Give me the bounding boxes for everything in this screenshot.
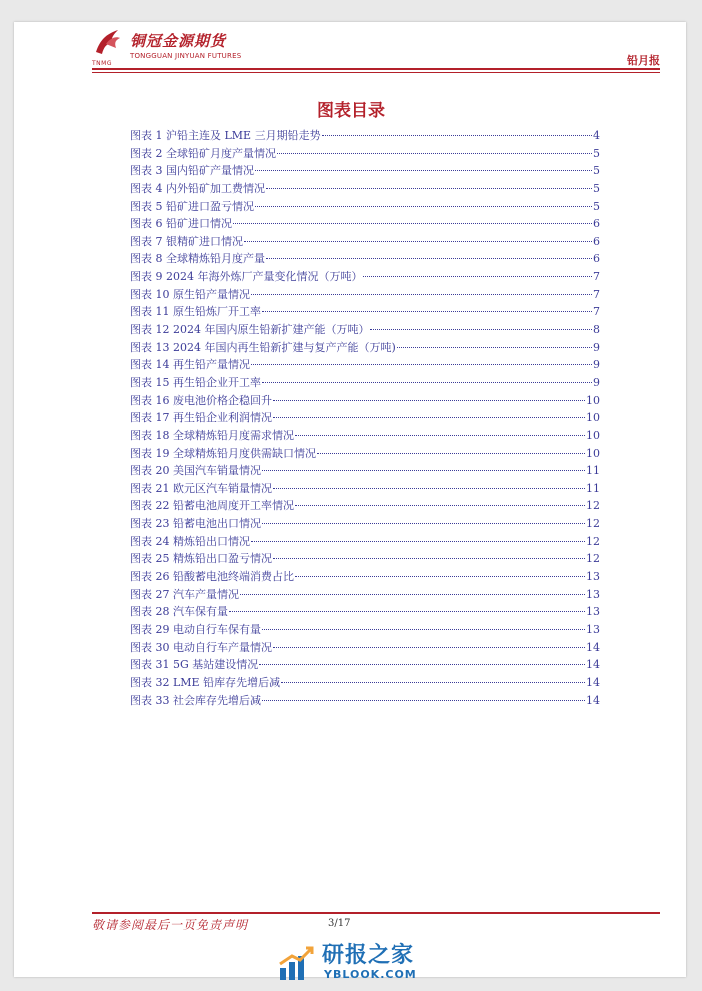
company-name-cn: 铜冠金源期货 <box>130 32 227 50</box>
toc-entry-page[interactable]: 5 <box>593 146 600 160</box>
toc-entry-label[interactable]: 图表 32 LME 铅库存先增后减 <box>130 675 281 689</box>
toc-entry-label[interactable]: 图表 16 废电池价格企稳回升 <box>130 393 272 407</box>
toc-entry-page[interactable]: 12 <box>586 534 600 548</box>
toc-entry-page[interactable]: 10 <box>586 428 600 442</box>
toc-entry[interactable] <box>130 692 600 710</box>
toc-entry-label[interactable]: 图表 25 精炼铅出口盈亏情况 <box>130 552 272 566</box>
toc-entry-page[interactable]: 14 <box>586 658 600 672</box>
toc-dot-leader <box>295 576 585 577</box>
toc-dot-leader <box>295 505 585 506</box>
toc-entry-page[interactable]: 6 <box>593 252 600 266</box>
toc-entry[interactable] <box>130 215 600 233</box>
toc-entry-label[interactable]: 图表 2 全球铅矿月度产量情况 <box>130 146 276 160</box>
toc-dot-leader <box>363 276 592 277</box>
toc-entry-label[interactable]: 图表 17 再生铅企业利润情况 <box>130 411 272 425</box>
toc-dot-leader <box>255 170 592 171</box>
toc-entry-page[interactable]: 5 <box>593 199 600 213</box>
toc-dot-leader <box>273 647 585 648</box>
toc-entry[interactable] <box>130 286 600 304</box>
watermark-brand-en: YBLOOK.COM <box>324 968 417 981</box>
toc-entry-page[interactable]: 11 <box>586 464 600 478</box>
toc-entry-label[interactable]: 图表 8 全球精炼铅月度产量 <box>130 252 265 266</box>
toc-entry[interactable] <box>130 515 600 533</box>
toc-entry-label[interactable]: 图表 27 汽车产量情况 <box>130 587 239 601</box>
toc-entry-page[interactable]: 13 <box>586 570 600 584</box>
toc-entry-page[interactable]: 4 <box>593 129 600 142</box>
toc-entry-label[interactable]: 图表 19 全球精炼铅月度供需缺口情况 <box>130 446 316 460</box>
toc-entry-page[interactable]: 8 <box>593 323 600 337</box>
toc-entry-page[interactable]: 10 <box>586 411 600 425</box>
toc-dot-leader <box>251 541 585 542</box>
toc-entry-page[interactable]: 14 <box>586 675 600 689</box>
toc-dot-leader <box>277 153 592 154</box>
toc-entry-label[interactable]: 图表 9 2024 年海外炼厂产量变化情况（万吨） <box>130 270 363 284</box>
toc-entry-page[interactable]: 6 <box>593 217 600 231</box>
toc-entry-page[interactable]: 10 <box>586 393 600 407</box>
toc-entry[interactable] <box>130 550 600 568</box>
toc-entry[interactable] <box>130 568 600 586</box>
toc-entry[interactable] <box>130 409 600 427</box>
toc-dot-leader <box>244 241 592 242</box>
toc-entry[interactable] <box>130 392 600 410</box>
company-name-en: TONGGUAN JINYUAN FUTURES <box>130 52 242 60</box>
toc-entry[interactable] <box>130 533 600 551</box>
toc-entry[interactable] <box>130 127 600 145</box>
toc-entry-label[interactable]: 图表 18 全球精炼铅月度需求情况 <box>130 428 294 442</box>
toc-entry-label[interactable]: 图表 5 铅矿进口盈亏情况 <box>130 199 254 213</box>
toc-entry[interactable] <box>130 162 600 180</box>
toc-entry-label[interactable]: 图表 10 原生铅产量情况 <box>130 287 250 301</box>
toc-dot-leader <box>262 311 592 312</box>
page-number: 3/17 <box>328 918 351 929</box>
company-logo-icon <box>92 26 124 58</box>
toc-dot-leader <box>251 364 592 365</box>
toc-list <box>130 127 600 709</box>
toc-entry[interactable] <box>130 250 600 268</box>
toc-dot-leader <box>251 294 592 295</box>
toc-entry-label[interactable]: 图表 15 再生铅企业开工率 <box>130 375 261 389</box>
toc-entry[interactable] <box>130 427 600 445</box>
toc-entry-label[interactable]: 图表 23 铅蓄电池出口情况 <box>130 517 261 531</box>
toc-dot-leader <box>317 453 585 454</box>
toc-entry-label[interactable]: 图表 33 社会库存先增后减 <box>130 693 261 707</box>
toc-entry[interactable] <box>130 621 600 639</box>
toc-dot-leader <box>233 223 592 224</box>
toc-dot-leader <box>259 664 585 665</box>
toc-entry[interactable] <box>130 374 600 392</box>
toc-dot-leader <box>266 258 592 259</box>
toc-entry-label[interactable]: 图表 21 欧元区汽车销量情况 <box>130 481 272 495</box>
toc-dot-leader <box>229 611 585 612</box>
toc-dot-leader <box>262 700 585 701</box>
toc-entry-page[interactable]: 13 <box>586 587 600 601</box>
toc-dot-leader <box>255 206 592 207</box>
toc-entry[interactable] <box>130 445 600 463</box>
toc-dot-leader <box>295 435 585 436</box>
watermark-brand-cn: 研报之家 <box>322 943 415 968</box>
toc-entry-page[interactable]: 13 <box>586 605 600 619</box>
toc-entry[interactable] <box>130 356 600 374</box>
watermark-chart-icon <box>276 944 316 984</box>
toc-entry-page[interactable]: 7 <box>593 270 600 284</box>
toc-entry[interactable] <box>130 198 600 216</box>
toc-entry-label[interactable]: 图表 31 5G 基站建设情况 <box>130 658 259 672</box>
toc-entry-page[interactable]: 7 <box>593 287 600 301</box>
toc-dot-leader <box>273 417 585 418</box>
toc-entry-label[interactable]: 图表 24 精炼铅出口情况 <box>130 534 250 548</box>
toc-entry[interactable] <box>130 145 600 163</box>
toc-dot-leader <box>322 135 592 136</box>
report-type: 铅月报 <box>627 54 660 67</box>
toc-title: 图表目录 <box>317 101 385 121</box>
toc-entry-label[interactable]: 图表 6 铅矿进口情况 <box>130 217 232 231</box>
toc-entry-page[interactable]: 14 <box>586 693 600 707</box>
toc-entry[interactable] <box>130 321 600 339</box>
toc-entry[interactable] <box>130 339 600 357</box>
toc-dot-leader <box>240 594 585 595</box>
toc-entry-page[interactable]: 13 <box>586 622 600 636</box>
toc-entry-page[interactable]: 10 <box>586 446 600 460</box>
toc-entry-label[interactable]: 图表 12 2024 年国内原生铅新扩建产能（万吨） <box>130 323 370 337</box>
toc-entry-label[interactable]: 图表 13 2024 年国内再生铅新扩建与复产产能（万吨) <box>130 340 396 354</box>
toc-dot-leader <box>273 400 585 401</box>
toc-dot-leader <box>262 523 585 524</box>
toc-entry-page[interactable]: 5 <box>593 181 600 195</box>
disclaimer-note: 敬请参阅最后一页免责声明 <box>92 918 249 932</box>
toc-dot-leader <box>273 558 585 559</box>
logo-abbreviation: TNMG <box>92 60 112 67</box>
toc-entry[interactable] <box>130 180 600 198</box>
toc-entry[interactable] <box>130 303 600 321</box>
toc-entry-label[interactable]: 图表 26 铅酸蓄电池终端消费占比 <box>130 570 294 584</box>
toc-entry-page[interactable]: 12 <box>586 499 600 513</box>
toc-entry-label[interactable]: 图表 14 再生铅产量情况 <box>130 358 250 372</box>
toc-dot-leader <box>266 188 592 189</box>
toc-entry-page[interactable]: 14 <box>586 640 600 654</box>
header-divider <box>92 68 660 70</box>
toc-dot-leader <box>370 329 592 330</box>
toc-entry-label[interactable]: 图表 30 电动自行车产量情况 <box>130 640 272 654</box>
toc-entry-label[interactable]: 图表 20 美国汽车销量情况 <box>130 464 261 478</box>
toc-dot-leader <box>262 470 585 471</box>
toc-entry-page[interactable]: 9 <box>593 375 600 389</box>
toc-entry[interactable] <box>130 462 600 480</box>
toc-dot-leader <box>397 347 592 348</box>
toc-entry-label[interactable]: 图表 3 国内铅矿产量情况 <box>130 164 254 178</box>
toc-entry-page[interactable]: 11 <box>586 481 600 495</box>
toc-entry-label[interactable]: 图表 29 电动自行车保有量 <box>130 622 261 636</box>
toc-entry[interactable] <box>130 603 600 621</box>
toc-dot-leader <box>281 682 585 683</box>
toc-entry-label[interactable]: 图表 1 沪铅主连及 LME 三月期铅走势 <box>130 129 321 142</box>
toc-entry-page[interactable]: 12 <box>586 552 600 566</box>
toc-entry-page[interactable]: 6 <box>593 234 600 248</box>
toc-entry[interactable] <box>130 586 600 604</box>
toc-entry[interactable] <box>130 497 600 515</box>
toc-entry[interactable] <box>130 656 600 674</box>
footer-divider <box>92 912 660 914</box>
toc-entry-page[interactable]: 7 <box>593 305 600 319</box>
toc-entry[interactable] <box>130 639 600 657</box>
toc-entry[interactable] <box>130 233 600 251</box>
toc-entry-label[interactable]: 图表 28 汽车保有量 <box>130 605 228 619</box>
toc-entry-page[interactable]: 9 <box>593 340 600 354</box>
toc-entry-page[interactable]: 12 <box>586 517 600 531</box>
toc-entry-label[interactable]: 图表 22 铅蓄电池周度开工率情况 <box>130 499 294 513</box>
toc-entry[interactable] <box>130 480 600 498</box>
toc-dot-leader <box>262 382 592 383</box>
toc-entry-label[interactable]: 图表 4 内外铅矿加工费情况 <box>130 181 265 195</box>
toc-entry-page[interactable]: 9 <box>593 358 600 372</box>
toc-dot-leader <box>273 488 585 489</box>
toc-dot-leader <box>262 629 585 630</box>
toc-entry-label[interactable]: 图表 7 银精矿进口情况 <box>130 234 243 248</box>
header-divider-thin <box>92 72 660 73</box>
toc-entry-label[interactable]: 图表 11 原生铅炼厂开工率 <box>130 305 261 319</box>
toc-entry-page[interactable]: 5 <box>593 164 600 178</box>
toc-entry[interactable] <box>130 268 600 286</box>
toc-entry[interactable] <box>130 674 600 692</box>
